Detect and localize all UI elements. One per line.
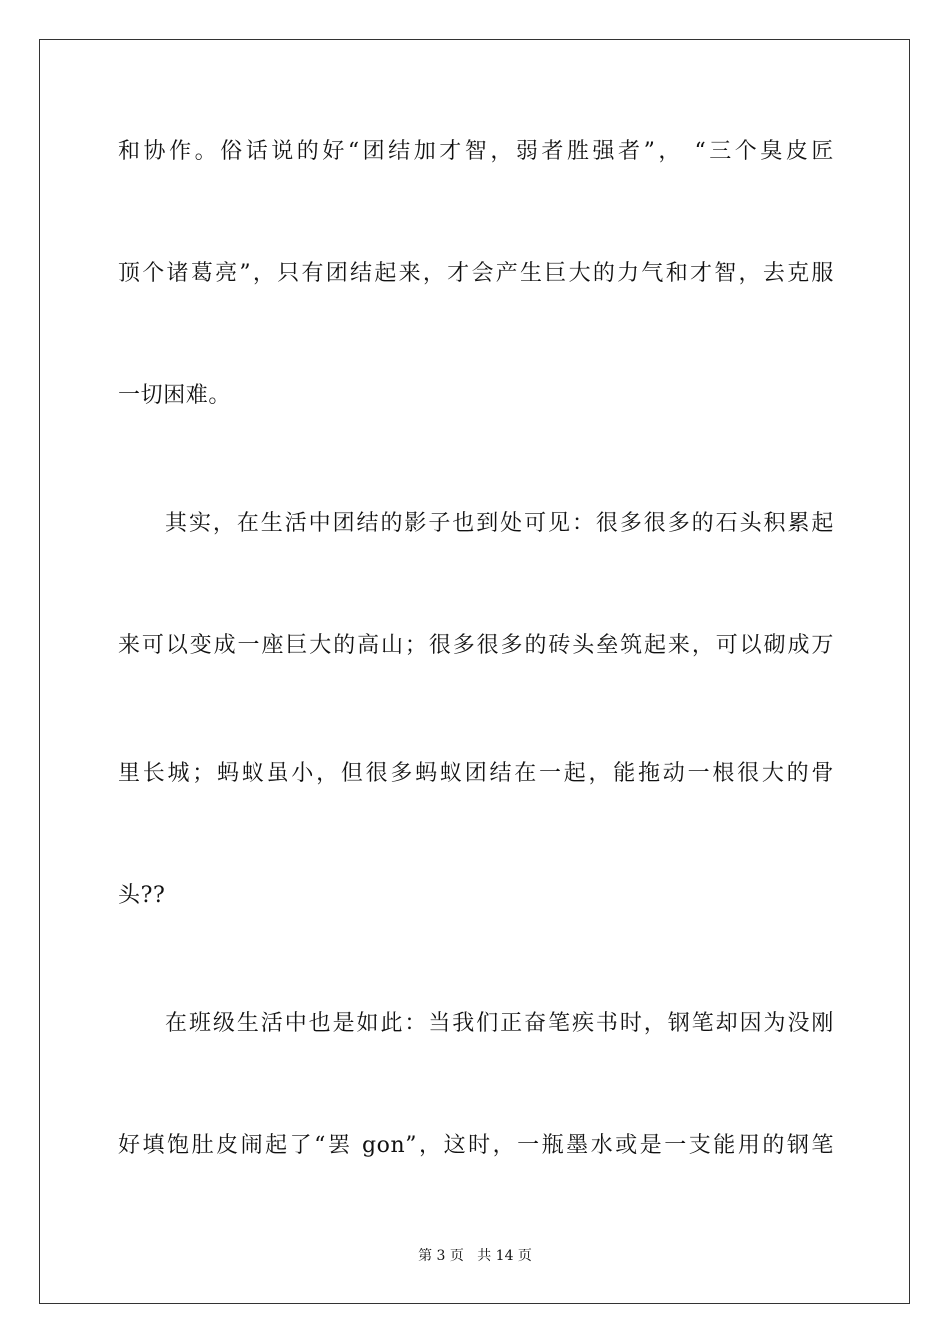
text-line-6: 里长城；蚂蚁虽小，但很多蚂蚁团结在一起，能拖动一根很大的骨 [118, 761, 834, 786]
page-border [39, 39, 910, 1304]
text-line-1: 和协作。俗话说的好“团结加才智，弱者胜强者”， “三个臭皮匠 [118, 139, 834, 164]
text-line-7: 头?? [118, 883, 166, 908]
page-number-footer: 第 3 页 共 14 页 [418, 1248, 532, 1264]
text-line-9: 好填饱肚皮闹起了“罢 gon”，这时，一瓶墨水或是一支能用的钢笔 [118, 1133, 834, 1158]
text-line-5: 来可以变成一座巨大的高山；很多很多的砖头垒筑起来，可以砌成万 [118, 633, 834, 658]
text-line-4: 其实，在生活中团结的影子也到处可见：很多很多的石头积累起 [165, 511, 834, 536]
text-line-2: 顶个诸葛亮”，只有团结起来，才会产生巨大的力气和才智，去克服 [118, 261, 834, 286]
text-line-3: 一切困难。 [118, 383, 232, 408]
text-line-8: 在班级生活中也是如此：当我们正奋笔疾书时，钢笔却因为没刚 [165, 1011, 834, 1036]
